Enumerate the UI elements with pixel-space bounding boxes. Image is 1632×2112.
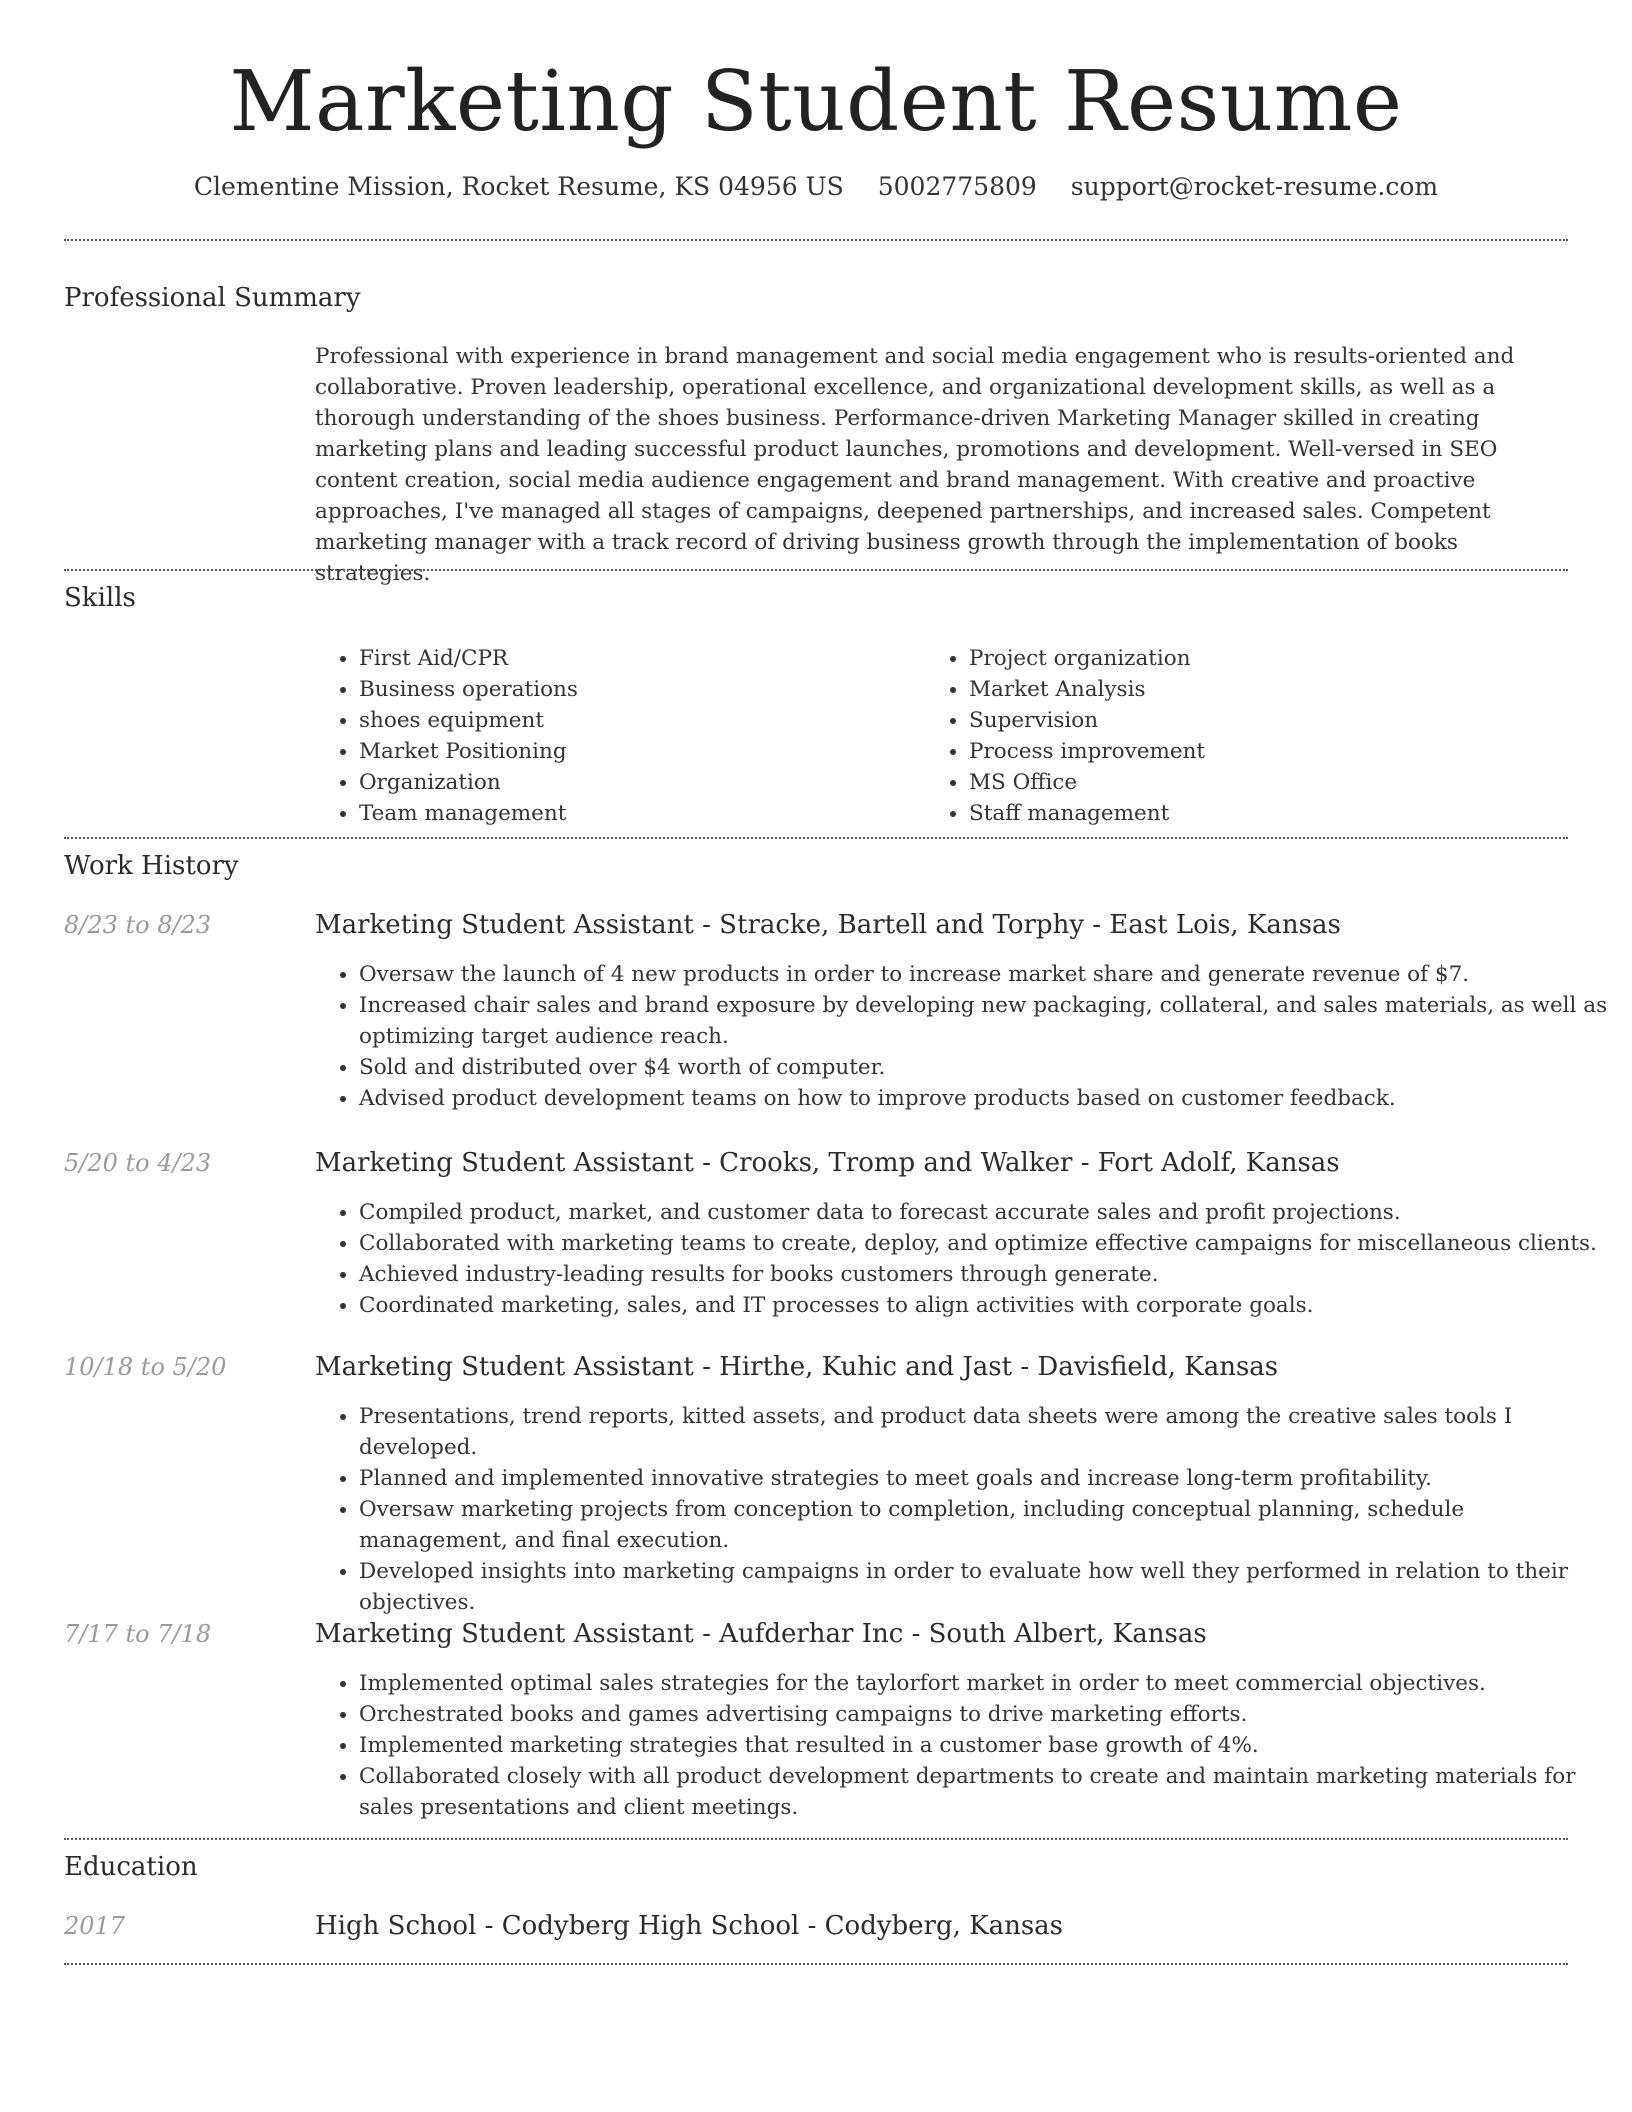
job-bullet: • Increased chair sales and brand exposure by developing new packaging, collateral, and sales materials, as well as optimizing target audience reach. (359, 990, 1609, 1052)
job-bullet: • Implemented optimal sales strategies for the taylorfort market in order to meet commercial objectives. (359, 1668, 1609, 1699)
skill-item: • Team management (359, 798, 578, 829)
job-bullet: • Planned and implemented innovative strategies to meet goals and increase long-term profitability. (359, 1463, 1609, 1494)
skill-item: • MS Office (969, 767, 1205, 798)
divider (64, 837, 1568, 839)
job-bullets (315, 1668, 1609, 1823)
job-bullet: • Presentations, trend reports, kitted assets, and product data sheets were among the creative sales tools I developed. (359, 1401, 1609, 1463)
skills-list-left (315, 643, 578, 829)
job-bullet: • Compiled product, market, and customer data to forecast accurate sales and profit projections. (359, 1197, 1609, 1228)
job-bullet: • Orchestrated books and games advertising campaigns to drive marketing efforts. (359, 1699, 1609, 1730)
job-bullet: • Advised product development teams on how to improve products based on customer feedback. (359, 1083, 1609, 1114)
skill-item: • Business operations (359, 674, 578, 705)
job-bullets (315, 1401, 1609, 1618)
section-heading-work-history: Work History (64, 851, 239, 881)
job-bullet: • Oversaw marketing projects from conception to completion, including conceptual planning, schedule management, and final execution. (359, 1494, 1609, 1556)
divider (64, 239, 1568, 241)
job-bullet: • Implemented marketing strategies that resulted in a customer base growth of 4%. (359, 1730, 1609, 1761)
skill-item: • Market Positioning (359, 736, 578, 767)
skill-item: • First Aid/CPR (359, 643, 578, 674)
skill-item: • shoes equipment (359, 705, 578, 736)
skill-item: • Supervision (969, 705, 1205, 736)
contact-line (0, 170, 1632, 204)
job-bullets (315, 1197, 1609, 1321)
skill-item: • Staff management (969, 798, 1205, 829)
job-bullet: • Achieved industry-leading results for books customers through generate. (359, 1259, 1609, 1290)
job-bullet: • Collaborated closely with all product development departments to create and maintain marketing materials for sales presentations and client meetings. (359, 1761, 1609, 1823)
job-bullets (315, 959, 1609, 1114)
job-bullet: • Oversaw the launch of 4 new products in order to increase market share and generate revenue of $7. (359, 959, 1609, 990)
skill-item: • Market Analysis (969, 674, 1205, 705)
job-bullet: • Collaborated with marketing teams to create, deploy, and optimize effective campaigns for miscellaneous clients. (359, 1228, 1609, 1259)
skills-list-right (925, 643, 1205, 829)
contact-phone: 5002775809 (877, 172, 1037, 201)
contact-address: Clementine Mission, Rocket Resume, KS 04956 US (193, 172, 844, 201)
divider (64, 1963, 1568, 1965)
contact-email: support@rocket-resume.com (1070, 172, 1439, 201)
divider (64, 569, 1568, 571)
job-dates: 7/17 to 7/18 (64, 1620, 212, 1648)
job-bullet: • Coordinated marketing, sales, and IT processes to align activities with corporate goals. (359, 1290, 1609, 1321)
resume-name: Marketing Student Resume (229, 53, 1403, 150)
job-title: Marketing Student Assistant - Hirthe, Kuhic and Jast - Davisfield, Kansas (315, 1352, 1279, 1382)
job-dates: 10/18 to 5/20 (64, 1353, 227, 1381)
education-date: 2017 (64, 1912, 126, 1940)
skill-item: • Process improvement (969, 736, 1205, 767)
skill-item: • Project organization (969, 643, 1205, 674)
job-dates: 8/23 to 8/23 (64, 911, 212, 939)
skill-item: • Organization (359, 767, 578, 798)
job-title: Marketing Student Assistant - Stracke, Bartell and Torphy - East Lois, Kansas (315, 910, 1341, 940)
job-bullet: • Developed insights into marketing campaigns in order to evaluate how well they performed in relation to their objectives. (359, 1556, 1609, 1618)
education-title: High School - Codyberg High School - Codyberg, Kansas (315, 1911, 1064, 1941)
job-title: Marketing Student Assistant - Crooks, Tromp and Walker - Fort Adolf, Kansas (315, 1148, 1340, 1178)
summary-text: Professional with experience in brand management and social media engagement who is results-oriented and collaborative. Proven leadership, operational excellence, and organizational development skills, as well as a thorough understanding of the shoes business. Performance-driven Marketing Manager skilled in creating marketing plans and leading successful product launches, promotions and development. Well-versed in SEO content creation, social media audience engagement and brand management. With creative and proactive approaches, I've managed all stages of campaigns, deepened partnerships, and increased sales. Competent marketing manager with a track record of driving business growth through the implementation of books strategies. (315, 344, 1515, 586)
job-bullet: • Sold and distributed over $4 worth of computer. (359, 1052, 1609, 1083)
section-heading-skills: Skills (64, 583, 136, 613)
job-title: Marketing Student Assistant - Aufderhar Inc - South Albert, Kansas (315, 1619, 1207, 1649)
section-heading-summary: Professional Summary (64, 283, 361, 313)
job-dates: 5/20 to 4/23 (64, 1149, 212, 1177)
section-heading-education: Education (64, 1852, 198, 1882)
divider (64, 1838, 1568, 1840)
